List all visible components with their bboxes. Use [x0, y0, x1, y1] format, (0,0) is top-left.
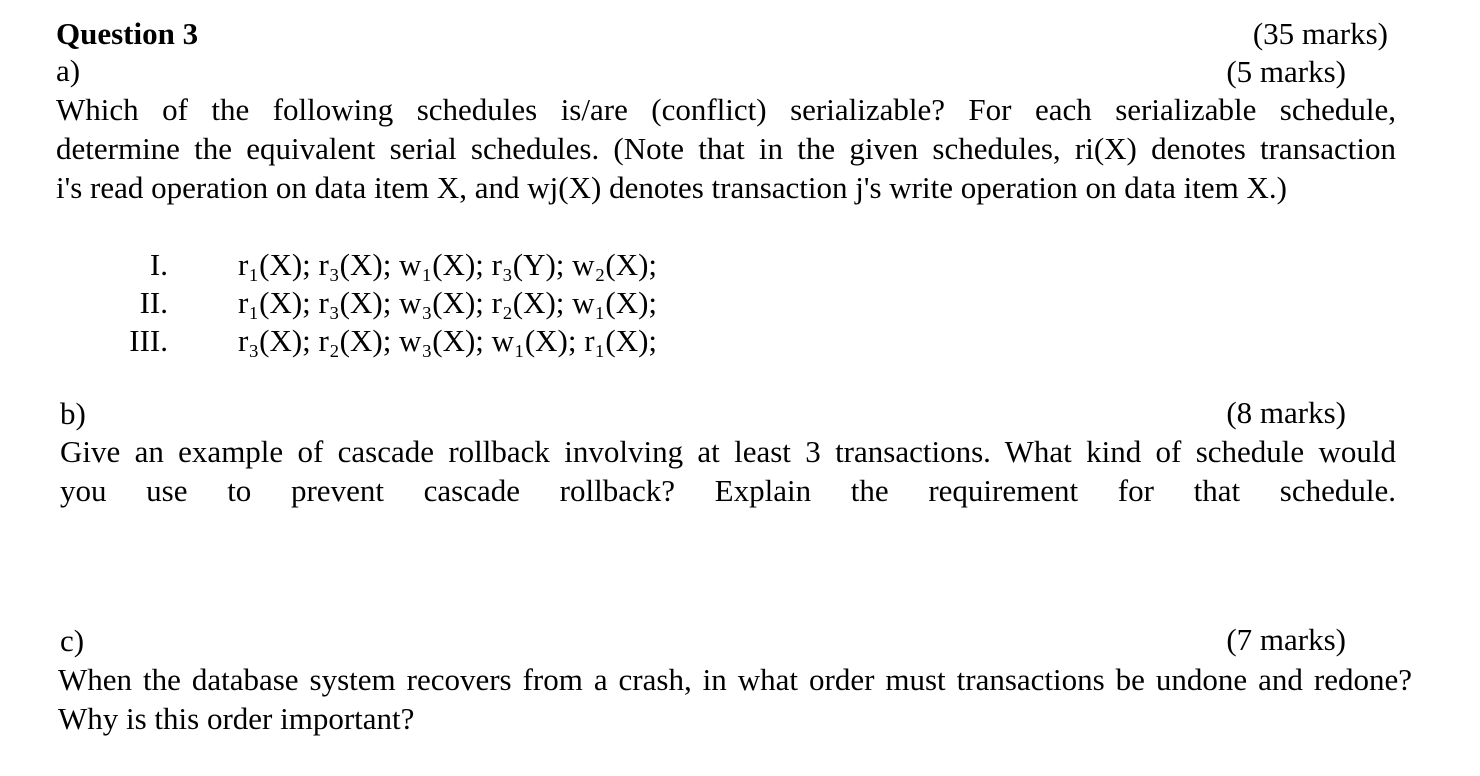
- part-a-marks: (5 marks): [1226, 54, 1346, 89]
- part-b-question-text: [60, 432, 1396, 510]
- part-c-marks: (7 marks): [1226, 622, 1346, 657]
- schedule-number: I.: [149, 247, 168, 282]
- part-c-text-line: Why is this order important?: [58, 701, 415, 736]
- question-title: Question 3: [56, 16, 199, 51]
- schedule-row: [120, 284, 720, 322]
- part-b-label: b): [60, 396, 86, 431]
- part-a-label: a): [56, 53, 81, 88]
- part-a-text-line: i's read operation on data item X, and wj(X) denotes transaction j's write operation on data item X.): [56, 170, 1287, 205]
- schedule-operations: r₁(X); r₃(X); w₁(X); r₃(Y); w₂(X);: [238, 247, 658, 282]
- part-a-question-text: [56, 90, 1396, 207]
- part-a-text-line: Which of the following schedules is/are (conflict) serializable? For each serializable schedule,: [56, 92, 1396, 127]
- total-marks: (35 marks): [1252, 16, 1388, 51]
- part-c-label: c): [60, 623, 85, 658]
- part-b-text-line: you use to prevent cascade rollback? Explain the requirement for that schedule.: [60, 473, 1396, 508]
- schedule-number: II.: [139, 285, 168, 320]
- schedule-operations: r₁(X); r₃(X); w₃(X); r₂(X); w₁(X);: [238, 285, 658, 320]
- schedule-number: III.: [129, 323, 168, 358]
- part-c-question-text: [58, 660, 1412, 738]
- schedule-row: [120, 322, 720, 360]
- schedule-operations: r₃(X); r₂(X); w₃(X); w₁(X); r₁(X);: [238, 323, 658, 358]
- part-b-text-line: Give an example of cascade rollback involving at least 3 transactions. What kind of schedule would: [60, 434, 1396, 469]
- schedule-row: [120, 246, 720, 284]
- part-b-marks: (8 marks): [1226, 395, 1346, 430]
- part-a-text-line: determine the equivalent serial schedules. (Note that in the given schedules, ri(X) denotes transaction: [56, 131, 1396, 166]
- part-c-text-line: When the database system recovers from a crash, in what order must transactions be undone and redone?: [58, 662, 1412, 697]
